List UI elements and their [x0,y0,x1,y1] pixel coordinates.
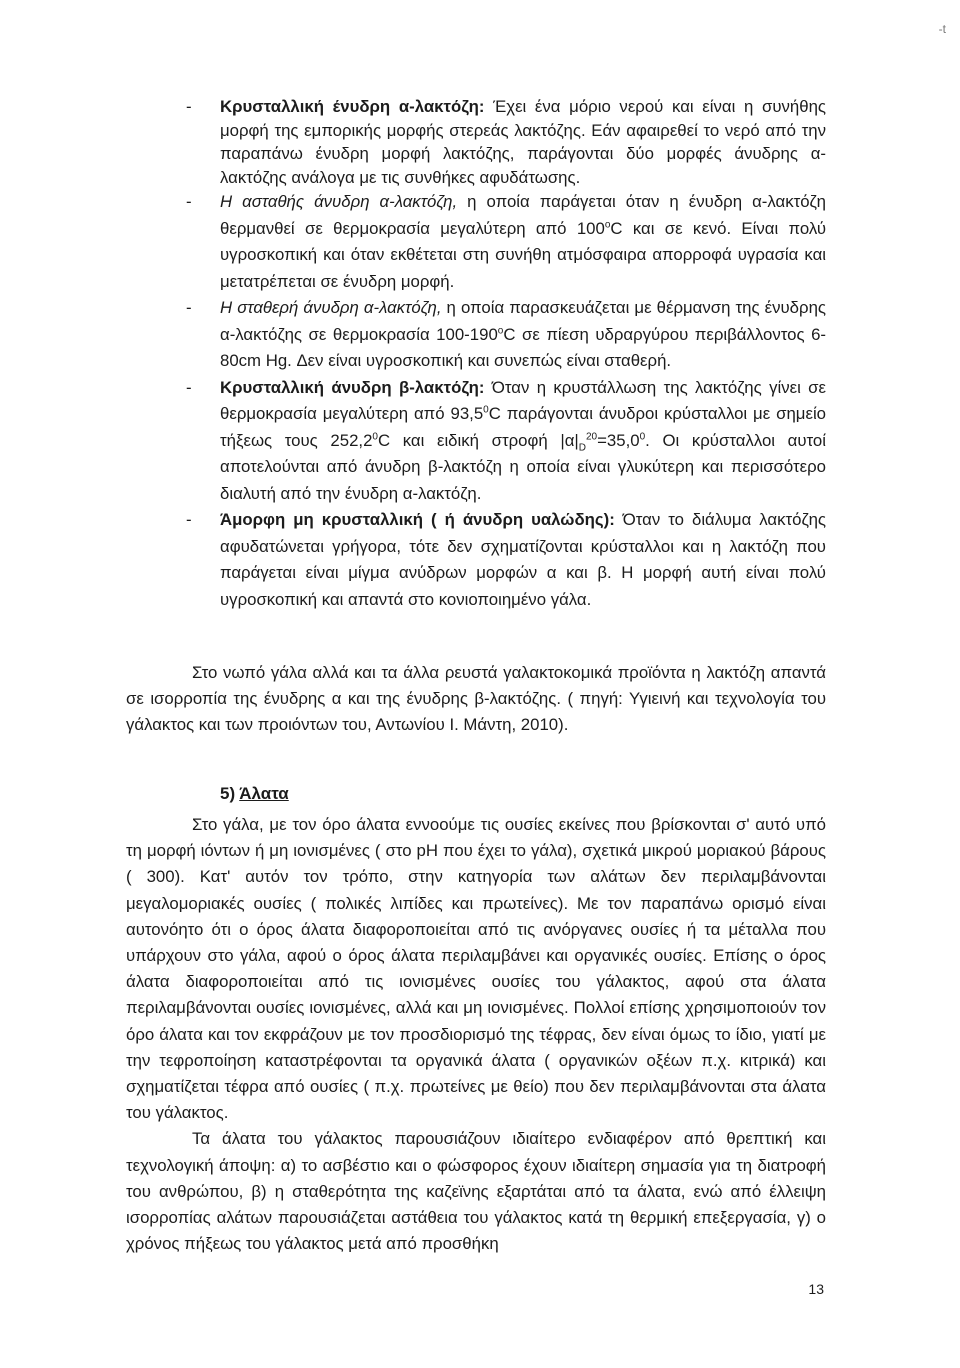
bullet-dash: - [186,377,192,397]
closing-paragraph: Στο νωπό γάλα αλλά και τα άλλα ρευστά γαλακτοκομικά προϊόντα η λακτόζη απαντά σε ισορροπία της ένυδρης α και της ένυδρης β-λακτόζης. ( πηγή: Υγιεινή και τεχνολογία του γάλακτος και των προιόντων του, Αντωνίου Ι. Μάντη, 2010). [126,663,826,735]
section-title: Άλατα [239,784,289,803]
item-text: C και ειδική στροφή |α| [377,430,579,450]
bullet-dash: - [186,192,192,211]
bullet-dash: - [186,298,192,317]
paragraph: Στο γάλα, με τον όρο άλατα εννοούμε τις ουσίες εκείνες που βρίσκονται σ' αυτό υπό τη μορφή ιόντων ή μη ιονισμένες ( στο pH που έχει το γάλα), σχετικά μικρού μοριακού βάρους ( 300). Κατ' αυτόν τον τρόπο, στην κατηγορία των αλάτων δεν περιλαμβάνονται μεγαλομοριακές ουσίες ( πολικές λιπίδες και πρωτείνες). Με τον παραπάνω ορισμό είναι αυτονόητο ότι ο όρος άλατα διαφοροποιείται από τις ανόργανες ουσίες ή τα μέταλλα που υπάρχουν στο γάλα, αφού ο όρος άλατα περιλαμβάνει και οργανικές ουσίες. Επίσης ο όρος άλατα διαφοροποιείται από τις ιονισμένες ουσίες του γάλακτος, αφού στα άλατα περιλαμβάνονται ουσίες ιονισμένες, αλλά και μη ιονισμένες. Πολλοί επίσης χρησιμοποιούν τον όρο άλατα και τον εκφράζουν με τον προσδιορισμό της τέφρας, δεν είναι όμως το ίδιο, γιατί με την τεφροποίηση καταστρέφονται τα οργανικά άλατα ( οργανικών οξέων π.χ. κιτρικά) και σχηματίζεται τέφρα από ουσίες ( π.χ. πρωτείνες με θείο) που δεν περιλαμβάνονται στα άλατα του γάλακτος. [126,815,826,1123]
item-text: Όταν το διάλυμα λακτόζης αφυδατώνεται γρήγορα, τότε δεν σχηματίζονται κρύσταλλοι και η λακτόζη που παράγεται είναι μίγμα ανύδρων μορφών α και β. Η μορφή αυτή είναι πολύ υγροσκοπική και απαντά στο κονιοποιημένο γάλα. [220,510,826,609]
closing-paragraph-block [126,660,826,739]
superscript: o [497,324,504,336]
item-term: Η ασταθής άνυδρη α-λακτόζη, [220,192,458,211]
list-item [186,189,826,295]
bullet-dash: - [186,97,192,116]
list-item [186,295,826,375]
superscript: 20 [586,430,598,442]
corner-mark: -t [938,22,946,36]
list-item [186,507,826,613]
page-number: 13 [808,1281,824,1297]
item-term: Κρυσταλλική άνυδρη β-λακτόζη: [220,377,485,397]
section-body [126,812,826,1257]
item-term: Κρυσταλλική ένυδρη α-λακτόζη: [220,97,485,116]
subscript: D [578,441,586,453]
section-heading [220,784,289,804]
superscript: 0 [372,430,378,442]
item-text: =35,0 [597,430,640,450]
item-text: . Οι κρύσταλλοι αυτοί αποτελούνται από άνυδρη β-λακτόζη η οποία είναι γλυκύτερη και περισσότερο διαλυτή από την ένυδρη α-λακτόζη. [220,430,826,503]
item-text: C παράγονται άνυδροι κρύσταλλοι με σημείο τήξεως τους 252,2 [220,404,827,450]
item-term: Η σταθερή άνυδρη α-λακτόζη, [220,298,442,317]
section-number: 5) [220,784,236,803]
item-text: η οποία παράγεται όταν η ένυδρη α-λακτόζη θερμανθεί σε θερμοκρασία μεγαλύτερη από 100 [220,192,826,238]
item-text: η οποία παρασκευάζεται με θέρμανση της ένυδρης α-λακτόζης σε θερμοκρασία 100-190 [220,298,826,344]
item-term: Άμορφη μη κρυσταλλική ( ή άνυδρη υαλώδης): [220,510,615,529]
item-text: Όταν η κρυστάλλωση της λακτόζης γίνει σε θερμοκρασία μεγαλύτερη από 93,5 [220,377,826,423]
item-text: C και σε κενό. Είναι πολύ υγροσκοπική και όταν εκθέτεται στη συνήθη ατμόσφαιρα απορροφά υγρασία και μετατρέπεται σε ένυδρη μορφή. [220,218,826,291]
lactose-forms-list [186,95,826,613]
superscript: 0 [483,404,489,416]
paragraph: Τα άλατα του γάλακτος παρουσιάζουν ιδιαίτερο ενδιαφέρον από θρεπτική και τεχνολογική άποψη: α) το ασβέστιο και ο φώσφορος έχουν ιδιαίτερη σημασία για τη διατροφή του ανθρώπου, β) η σταθερότητα της καζεϊνης εξαρτάται από τα άλατα, ενώ από έλλειψη ισορροπίας αλάτων παρουσιάζεται αστάθεια του γάλακτος κατά τη θερμική επεξεργασία, γ) ο χρόνος πήξεως του γάλακτος μετά από προσθήκη [126,1129,826,1254]
superscript: 0 [639,430,646,442]
bullet-dash: - [186,510,192,529]
list-item [186,375,826,508]
item-text: Έχει ένα μόριο νερού και είναι η συνήθης μορφή της εμπορικής μορφής στερεάς λακτόζης. Εάν αφαιρεθεί το νερό από την παραπάνω ένυδρη μορφή λακτόζης, παράγονται δύο μορφές άνυδρης α-λακτόζης ανάλογα με τις συνθήκες αφυδάτωσης. [220,97,826,187]
list-item [186,95,826,189]
superscript: o [604,218,611,230]
item-text: C σε πίεση υδραργύρου περιβάλλοντος 6-80cm Hg. Δεν είναι υγροσκοπική και συνεπώς είναι σταθερή. [220,324,826,370]
